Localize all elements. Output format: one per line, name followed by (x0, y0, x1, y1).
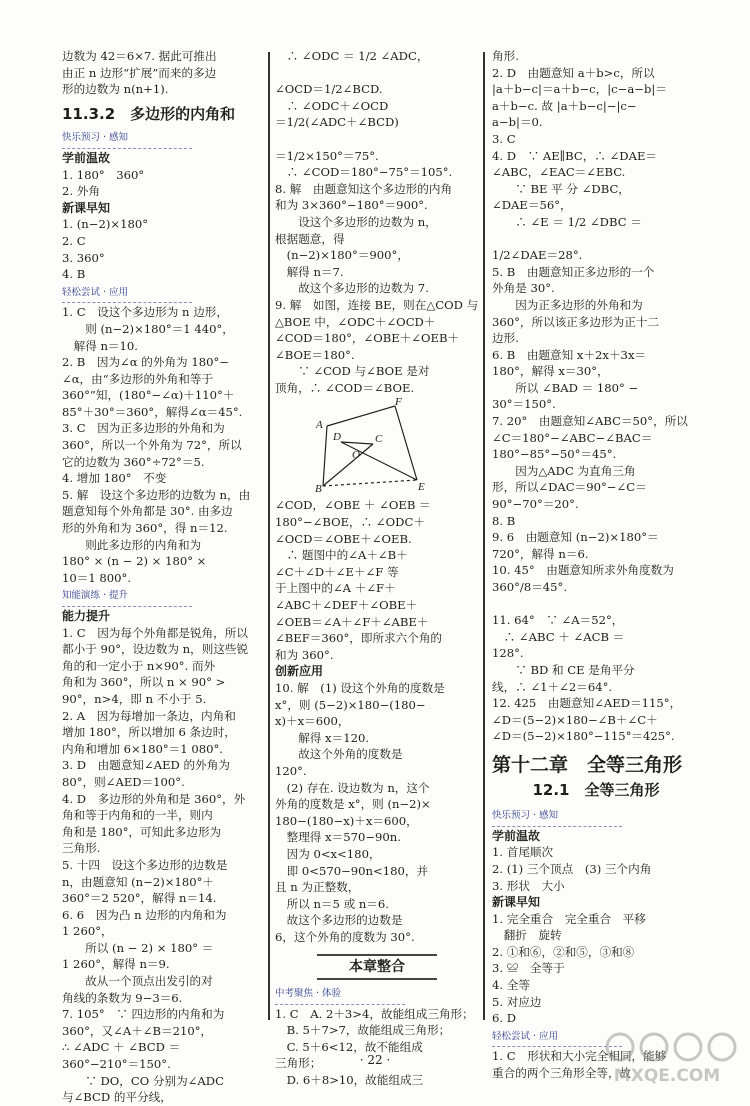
answer-line: 角和是 180°，可知此多边形为 (62, 824, 222, 839)
answer-line: 因为 0<x<180， (275, 846, 381, 861)
answer-line: 于上图中的∠A ＋∠F＋ (275, 581, 396, 596)
subheading: 创新应用 (275, 664, 324, 679)
answer-line: ∠D＝(5−2)×180°−115°＝425°. (492, 729, 675, 744)
answer-line: 4. 增加 180° 不变 (62, 471, 167, 486)
subheading: 学前温故 (62, 150, 111, 165)
answer-line: ＝1/2×150°＝75°. (275, 148, 379, 163)
answer-line: D. 6＋8>10，故能组成三 (275, 1073, 424, 1088)
answer-line: 4. D ∵ AE∥BC，∴ ∠DAE＝ (492, 148, 658, 163)
answer-line: ∵ ∠COD 与∠BOE 是对 (275, 364, 430, 379)
answer-line: ∴ 题图中的∠A＋∠B＋ (275, 548, 408, 563)
section-band: 快乐预习 · 感知 (62, 130, 192, 149)
segment-AF (327, 406, 395, 426)
answer-line: 4. D 多边形的外角和是 360°，外 (62, 791, 246, 806)
answer-line: ∠OCD＝1/2∠BCD. (275, 82, 383, 97)
subheading: 新课早知 (62, 200, 111, 215)
answer-line (275, 131, 479, 148)
answer-line: 120°. (275, 763, 307, 778)
answer-line: 即 0<570−90n<180，并 (275, 863, 429, 878)
answer-line: 与∠BCD 的平分线， (62, 1090, 172, 1105)
answer-line: n，由题意知 (n−2)×180°＋ (62, 874, 214, 889)
answer-line: 1 260°，解得 n＝9. (62, 957, 170, 972)
answer-line: 重合的两个三角形全等，故 (492, 1066, 632, 1081)
answer-line: 角形. (492, 49, 519, 63)
answer-line: 6. D (492, 1011, 517, 1026)
answer-line: 角的和一定小于 n×90°. 而外 (62, 658, 216, 673)
subheading: 能力提升 (62, 609, 111, 623)
segment-BC (323, 444, 373, 486)
answer-line: 5. 对应边 (492, 994, 542, 1009)
answer-line: 1. (n−2)×180° (62, 217, 148, 232)
answer-line: ∴ ∠ODC ＝ 1/2 ∠ADC， (275, 49, 429, 63)
answer-line: 12. 425 由题意知∠AED＝115°， (492, 696, 682, 711)
segment-BE (323, 480, 417, 486)
answer-line: 10. 解 (1) 设这个外角的度数是 (275, 681, 445, 695)
svg-text:MXQE.COM: MXQE.COM (613, 1066, 721, 1086)
label-D: D (333, 431, 341, 444)
answer-line: 30°＝150°. (492, 397, 556, 412)
answer-line: 由正 n 边形“扩展”而来的多边 (62, 65, 217, 80)
answer-line: 2. ①和⑥，②和⑤，③和⑧ (492, 944, 635, 959)
answer-line: 4. 全等 (492, 978, 530, 993)
label-B: B (315, 483, 322, 494)
answer-line: 外角是 30°. (492, 281, 555, 296)
answer-line: 边形. (492, 331, 519, 346)
answer-line: ∴ ∠E ＝ 1/2 ∠DBC ＝ (492, 214, 642, 229)
answer-line: 1. C A. 2＋3>4，故能组成三角形； (275, 1006, 474, 1021)
answer-line: 角和为 360°，所以 n × 90° > (62, 675, 226, 690)
answer-line: 3. D 由题意知∠AED 的外角为 (62, 758, 230, 773)
answer-line: 360°＝2 520°，解得 n＝14. (62, 891, 217, 906)
label-A: A (316, 419, 323, 432)
answer-line: 因为正多边形的外角和为 (492, 297, 643, 312)
answer-line: 形，所以∠DAC＝90°−∠C＝ (492, 480, 647, 495)
page-number: · 22 · (359, 1053, 391, 1067)
answer-line: 8. 解 由题意知这个多边形的内角 (275, 181, 453, 196)
answer-line: 三角形； (275, 1056, 322, 1071)
answer-line: ∴ ∠ADC ＋ ∠BCD ＝ (62, 1040, 181, 1055)
section-band: 中考聚焦 · 体验 (275, 986, 405, 1005)
answer-line: 整理得 x＝570−90n. (275, 830, 401, 845)
answer-line: 9. 解 如图，连接 BE，则在△COD 与 (275, 297, 479, 312)
answer-line: ∵ DO，CO 分别为∠ADC (62, 1073, 224, 1088)
answer-line: 360°，又∠A＋∠B＝210°， (62, 1023, 213, 1038)
answer-line: 形的边数为 n(n+1). (62, 82, 169, 97)
answer-line: 故这个多边形的边数是 (275, 913, 403, 928)
answer-line: 3. C 因为正多边形的外角和为 (62, 421, 225, 436)
answer-line: 6. 6 因为凸 n 边形的内角和为 (62, 907, 227, 922)
answer-line: 5. B 由题意知正多边形的一个 (492, 264, 655, 279)
answer-line (492, 596, 700, 613)
answer-line: 8. B (492, 513, 516, 528)
answer-column-right (492, 48, 700, 1082)
column-divider-right (483, 52, 485, 1020)
answer-line: 360°/8＝45°. (492, 580, 568, 594)
label-F: F (395, 398, 402, 409)
site-watermark-logo (592, 1025, 742, 1087)
answer-line: △BOE 中，∠ODC＋∠OCD＋ (275, 314, 436, 329)
answer-line: 1. 180° 360° (62, 167, 145, 182)
answer-line: 4. B (62, 267, 86, 282)
answer-line: 2. D 由题意知 a＋b>c，所以 (492, 65, 655, 80)
answer-line: 故这个多边形的边数为 7. (275, 281, 429, 296)
answer-line: 和为 360°. (275, 647, 334, 662)
answer-line: 1. 首尾顺次 (492, 845, 554, 860)
answer-line: ∠ABC，∠EAC＝∠EBC. (492, 165, 626, 180)
answer-line: 180−(180−x)＋x＝600， (275, 813, 418, 828)
answer-line: 2. 外角 (62, 184, 100, 199)
section-heading: 11.3.2 多边形的内角和 (62, 104, 236, 123)
answer-line: ∠DAE＝56°， (492, 198, 572, 213)
column-divider-left (268, 52, 270, 1020)
answer-line: 1. C 因为每个外角都是锐角，所以 (62, 625, 248, 640)
answer-line: 所以 n＝5 或 n＝6. (275, 896, 389, 911)
answer-line: 360°，所以一个外角为 72°，所以 (62, 438, 242, 453)
answer-line: 180°−∠BOE，∴ ∠ODC＋ (275, 515, 425, 530)
answer-line: ∠COD＝180°，∠OBE＋∠OEB＋ (275, 331, 460, 346)
segment-FE (395, 406, 417, 480)
answer-line: 线，∴ ∠1＋∠2＝64°. (492, 679, 613, 694)
label-O: O (352, 449, 360, 462)
label-C: C (375, 433, 383, 446)
answer-line: 1/2∠DAE＝28°. (492, 248, 583, 263)
answer-line: 设这个多边形的边数为 n， (275, 214, 437, 229)
answer-line: 三角形. (62, 841, 101, 856)
answer-line: ∴ ∠ODC＋∠OCD (275, 98, 389, 113)
label-E: E (418, 481, 425, 494)
answer-line: B. 5＋7>7，故能组成三角形； (275, 1023, 451, 1038)
answer-line: ∴ ∠ABC ＋ ∠ACB ＝ (492, 629, 625, 644)
answer-line: (2) 存在. 设边数为 n，这个 (275, 780, 430, 795)
answer-line: 内角和增加 6×180°＝1 080°. (62, 741, 223, 756)
section-band: 轻松尝试 · 应用 (62, 285, 192, 304)
answer-line: 且 n 为正整数， (275, 880, 360, 895)
answer-line: 720°，解得 n＝6. (492, 546, 589, 561)
answer-line: 边数为 42＝6×7. 据此可推出 (62, 49, 217, 63)
answer-line: 故从一个顶点出发引的对 (62, 974, 213, 989)
answer-line: ∠C＋∠D＋∠E＋∠F 等 (275, 564, 399, 579)
answer-line: 85°＋30°＝360°，解得∠α＝45°. (62, 404, 243, 419)
chapter-summary-heading: 本章整合 (317, 954, 437, 981)
answer-line: 1 260°， (62, 924, 113, 939)
answer-column-left (62, 48, 265, 1106)
answer-line: 3. C (492, 131, 516, 146)
answer-line: 形的外角和为 360°，得 n＝12. (62, 521, 228, 536)
answer-line: 则此多边形的内角和为 (62, 537, 202, 552)
answer-line (492, 231, 700, 248)
answer-line: |a＋b−c|＝a＋b−c，|c−a−b|＝ (492, 82, 667, 97)
answer-line: 翻折 旋转 (492, 928, 562, 943)
chapter-title: 第十二章 全等三角形 (492, 753, 683, 776)
answer-line: 故这个外角的度数是 (275, 747, 403, 762)
answer-line: ∠α，由“多边形的外角和等于 (62, 371, 214, 386)
answer-line: 3. ≌ 全等于 (492, 961, 565, 976)
answer-line: ＝1/2(∠ADC＋∠BCD) (275, 115, 399, 130)
answer-line: a＋b−c. 故 |a＋b−c|−|c− (492, 98, 637, 113)
segment-DC (341, 442, 373, 444)
answer-line: 6，这个外角的度数为 30°. (275, 929, 415, 944)
answer-line: ∠C＝180°−∠ABC−∠BAC＝ (492, 430, 653, 445)
answer-line: 11. 64° ∵ ∠A＝52°， (492, 613, 624, 628)
answer-line: 角线的条数为 9−3＝6. (62, 990, 183, 1005)
answer-line: 解得 n＝10. (62, 338, 138, 353)
segment-AB (323, 426, 327, 486)
answer-line: 1. C 设这个多边形为 n 边形， (62, 305, 228, 320)
answer-line: 2. A 因为每增加一条边，内角和 (62, 708, 236, 723)
answer-line: 180°，解得 x＝30°， (492, 364, 609, 379)
answer-line: 128°. (492, 646, 524, 661)
answer-line: 90°，n>4，即 n 不小于 5. (62, 691, 207, 706)
answer-line: 题意知每个外角都是 30°. 由多边 (62, 504, 233, 519)
answer-line: 9. 6 由题意知 (n−2)×180°＝ (492, 530, 659, 545)
answer-line: ∠OEB＝∠A＋∠F＋∠ABE＋ (275, 614, 429, 629)
answer-line: 3. 形状 大小 (492, 878, 565, 893)
answer-line: ∠BEF＝360°，即所求六个角的 (275, 631, 443, 646)
answer-line: ∵ BE 平 分 ∠DBC， (492, 181, 630, 196)
answer-line: 3. 360° (62, 250, 105, 265)
section-band: 轻松尝试 · 应用 (492, 1029, 622, 1048)
answer-line: 因为△ADC 为直角三角 (492, 463, 636, 478)
answer-line: (n−2)×180°＝900°， (275, 248, 409, 263)
answer-line: 2. C (62, 233, 86, 248)
answer-line: 它的边数为 360°÷72°＝5. (62, 454, 205, 469)
answer-line: 角和等于内角和的一半，则内 (62, 808, 213, 823)
section-band: 快乐预习 · 感知 (492, 808, 622, 827)
answer-line: 则 (n−2)×180°＝1 440°， (62, 321, 234, 336)
answer-line: 10＝1 800°. (62, 570, 132, 585)
answer-line: x)＋x＝600， (275, 714, 350, 729)
answer-line: 2. (1) 三个顶点 (3) 三个内角 (492, 861, 652, 876)
answer-line: ∴ ∠COD＝180°−75°＝105°. (275, 165, 453, 180)
answer-line: 180° × (n − 2) × 180° × (62, 554, 207, 569)
answer-line: ∠BOE＝180°. (275, 347, 355, 362)
answer-line: 所以 (n − 2) × 180° ＝ (62, 940, 214, 955)
answer-line: 解得 n＝7. (275, 264, 344, 279)
answer-line: 7. 20° 由题意知∠ABC＝50°，所以 (492, 414, 688, 429)
answer-column-middle (275, 48, 479, 1089)
answer-line: 360°−210°＝150°. (62, 1057, 171, 1072)
subheading: 新课早知 (492, 895, 541, 910)
answer-line: ∠OCD＝∠OBE＋∠OEB. (275, 531, 412, 546)
section-band: 知能演练 · 提升 (62, 588, 192, 607)
answer-line: a−b|＝0. (492, 115, 543, 130)
answer-line: 2. B 因为∠α 的外角为 180°− (62, 355, 229, 370)
answer-line: 顶角，∴ ∠COD＝∠BOE. (275, 380, 415, 395)
answer-line: 5. 十四 设这个多边形的边数是 (62, 857, 228, 872)
answer-line: 5. 解 设这个多边形的边数为 n，由 (62, 487, 251, 502)
answer-line: 10. 45° 由题意知所求外角度数为 (492, 563, 674, 578)
answer-line: 360°，所以该正多边形为正十二 (492, 314, 660, 329)
answer-line: 外角的度数是 x°，则 (n−2)× (275, 797, 431, 812)
answer-line (275, 65, 479, 82)
answer-line: 90°−70°＝20°. (492, 497, 579, 512)
answer-line: 360°”知，(180°−∠α)＋110°＋ (62, 388, 235, 403)
answer-line: 7. 105° ∵ 四边形的内角和为 (62, 1007, 225, 1022)
answer-line: 解得 x＝120. (275, 730, 370, 745)
subheading: 学前温故 (492, 828, 541, 843)
answer-line: 都小于 90°，设边数为 n，则这些锐 (62, 642, 249, 657)
answer-line: C. 5＋6<12，故不能组成 (275, 1039, 423, 1054)
answer-line: 增加 180°，所以增加 6 条边时， (62, 725, 236, 740)
hexagon-figure (315, 398, 425, 493)
answer-line: 所以 ∠BAD ＝ 180° − (492, 380, 639, 395)
answer-line: 80°，则∠AED＝100°. (62, 774, 185, 789)
answer-line: x°，则 (5−2)×180−(180− (275, 697, 426, 712)
answer-line: 和为 3×360°−180°＝900°. (275, 198, 428, 213)
answer-line: 根据题意，得 (275, 231, 345, 246)
answer-line: 6. B 由题意知 x＋2x＋3x＝ (492, 347, 647, 362)
answer-line: ∠ABC＋∠DEF＋∠OBE＋ (275, 598, 418, 613)
answer-line: ∠D＝(5−2)×180−∠B＋∠C＋ (492, 712, 658, 727)
answer-line: 180°−85°−50°＝45°. (492, 447, 617, 462)
section-title: 12.1 全等三角形 (532, 780, 660, 799)
answer-line: 1. C 形状和大小完全相同，能够 (492, 1049, 667, 1064)
answer-line: ∵ BD 和 CE 是角平分 (492, 662, 635, 677)
answer-line: 1. 完全重合 完全重合 平移 (492, 911, 646, 926)
answer-line: ∠COD，∠OBE ＋ ∠OEB ＝ (275, 498, 431, 513)
